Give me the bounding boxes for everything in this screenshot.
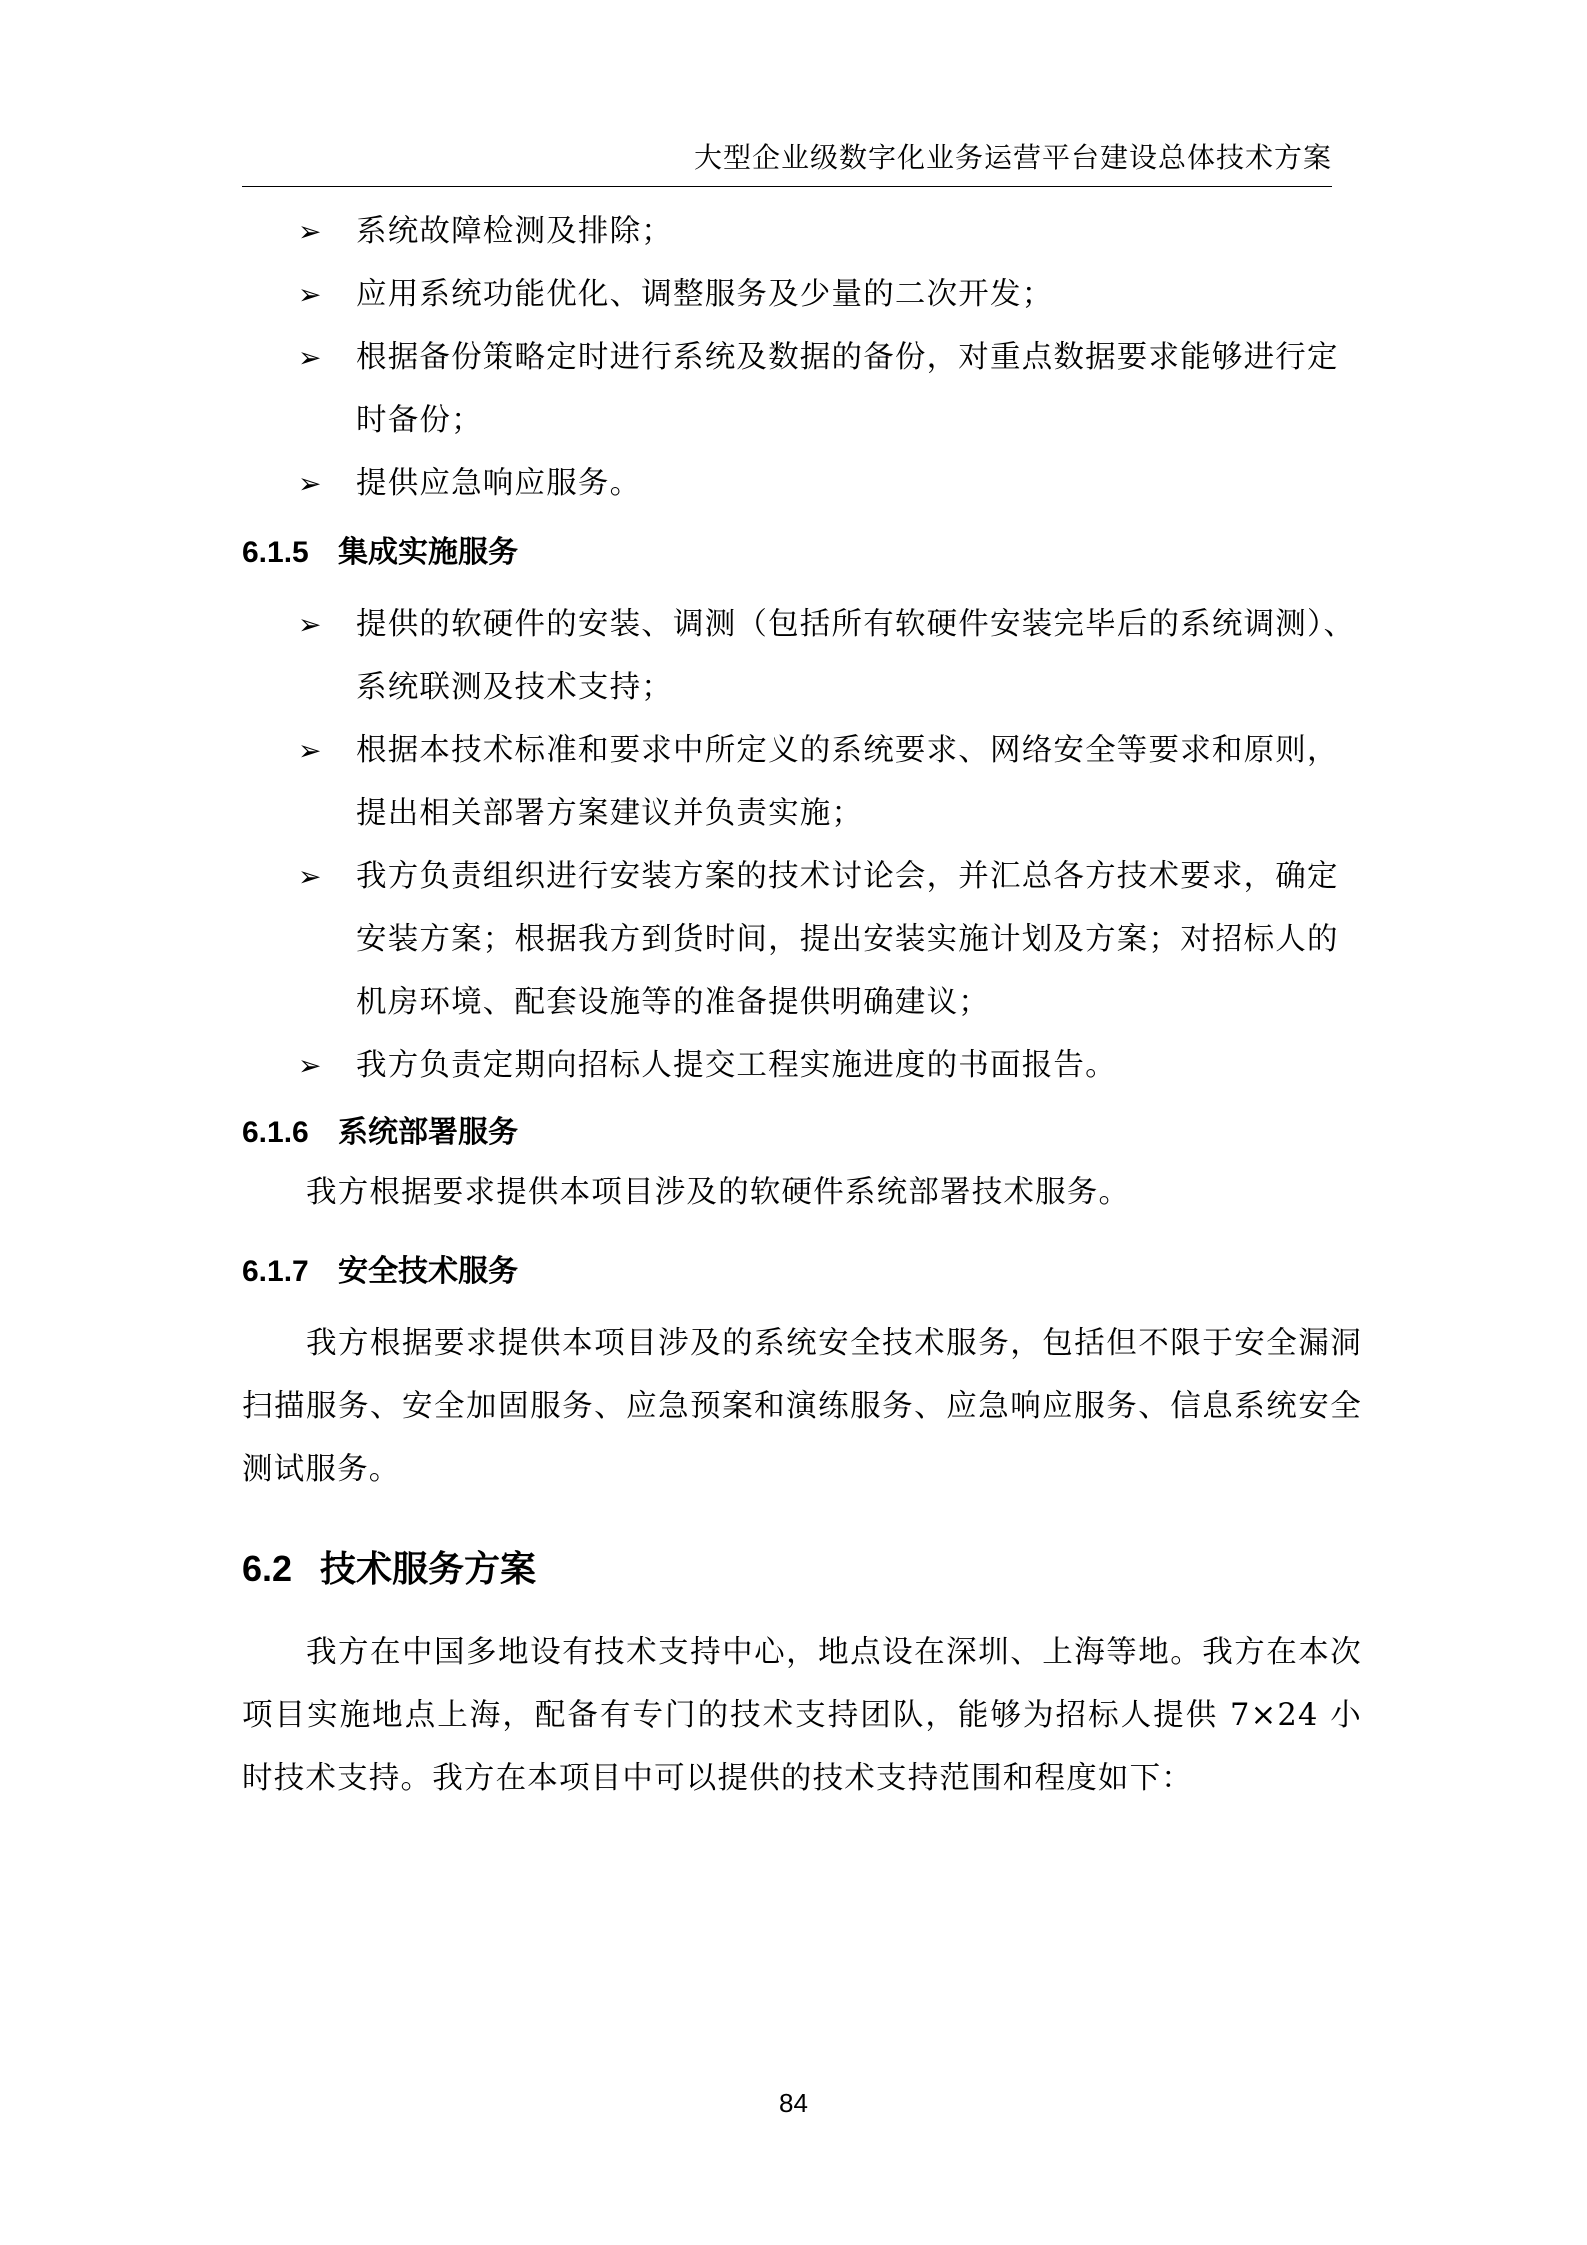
list-item — [242, 326, 1366, 452]
section-number: 6.2 — [242, 1548, 293, 1589]
section-paragraph: 我方在中国多地设有技术支持中心，地点设在深圳、上海等地。我方在本次项目实施地点上海，配备有专门的技术支持团队，能够为招标人提供 7×24 小时技术支持。我方在本项目中可以提供的技术支持范围和程度如下： — [242, 1635, 1362, 1796]
section-heading-6-1-5 — [242, 533, 1362, 573]
section-title: 集成实施服务 — [338, 536, 518, 569]
list-item-text: 系统故障检测及排除； — [356, 214, 673, 249]
list-item — [242, 452, 1366, 515]
section-number: 6.1.6 — [242, 1116, 309, 1149]
section-paragraph: 我方根据要求提供本项目涉及的软硬件系统部署技术服务。 — [306, 1175, 1131, 1210]
section-number: 6.1.5 — [242, 536, 309, 569]
arrow-bullet-icon: ➢ — [298, 608, 323, 641]
list-item-text: 根据备份策略定时进行系统及数据的备份，对重点数据要求能够进行定时备份； — [356, 340, 1339, 438]
section-title: 技术服务方案 — [320, 1548, 537, 1589]
arrow-bullet-icon: ➢ — [298, 278, 323, 311]
section-heading-6-2 — [242, 1545, 1362, 1593]
section-title: 安全技术服务 — [338, 1255, 518, 1288]
header-divider — [242, 186, 1332, 187]
list-item — [242, 593, 1366, 719]
list-item-text: 提供的软硬件的安装、调测（包括所有软硬件安装完毕后的系统调测）、系统联测及技术支持； — [356, 607, 1356, 705]
page-header: 大型企业级数字化业务运营平台建设总体技术方案 — [693, 141, 1332, 174]
section-heading-6-1-6 — [242, 1113, 1362, 1153]
arrow-bullet-icon: ➢ — [298, 467, 323, 500]
section-paragraph: 我方根据要求提供本项目涉及的系统安全技术服务，包括但不限于安全漏洞扫描服务、安全加固服务、应急预案和演练服务、应急响应服务、信息系统安全测试服务。 — [242, 1326, 1362, 1487]
list-item-text: 我方负责定期向招标人提交工程实施进度的书面报告。 — [356, 1048, 1117, 1083]
list-item — [242, 1034, 1366, 1097]
list-item-text: 应用系统功能优化、调整服务及少量的二次开发； — [356, 277, 1054, 312]
bullet-list-maintenance — [242, 200, 1362, 515]
page-number: 84 — [779, 2088, 808, 2118]
arrow-bullet-icon: ➢ — [298, 1049, 323, 1082]
arrow-bullet-icon: ➢ — [298, 734, 323, 767]
list-item-text: 提供应急响应服务。 — [356, 466, 642, 501]
list-item — [242, 263, 1366, 326]
list-item — [242, 845, 1366, 1034]
arrow-bullet-icon: ➢ — [298, 860, 323, 893]
arrow-bullet-icon: ➢ — [298, 215, 323, 248]
section-number: 6.1.7 — [242, 1255, 309, 1288]
list-item-text: 我方负责组织进行安装方案的技术讨论会，并汇总各方技术要求，确定安装方案；根据我方到货时间，提出安装实施计划及方案；对招标人的机房环境、配套设施等的准备提供明确建议； — [356, 859, 1339, 1020]
bullet-list-integration — [242, 593, 1362, 1097]
list-item — [242, 200, 1366, 263]
page-content — [242, 200, 1362, 1810]
section-title: 系统部署服务 — [338, 1116, 518, 1149]
list-item-text: 根据本技术标准和要求中所定义的系统要求、网络安全等要求和原则，提出相关部署方案建议并负责实施； — [356, 733, 1339, 831]
list-item — [242, 719, 1366, 845]
section-heading-6-1-7 — [242, 1252, 1362, 1292]
arrow-bullet-icon: ➢ — [298, 341, 323, 374]
